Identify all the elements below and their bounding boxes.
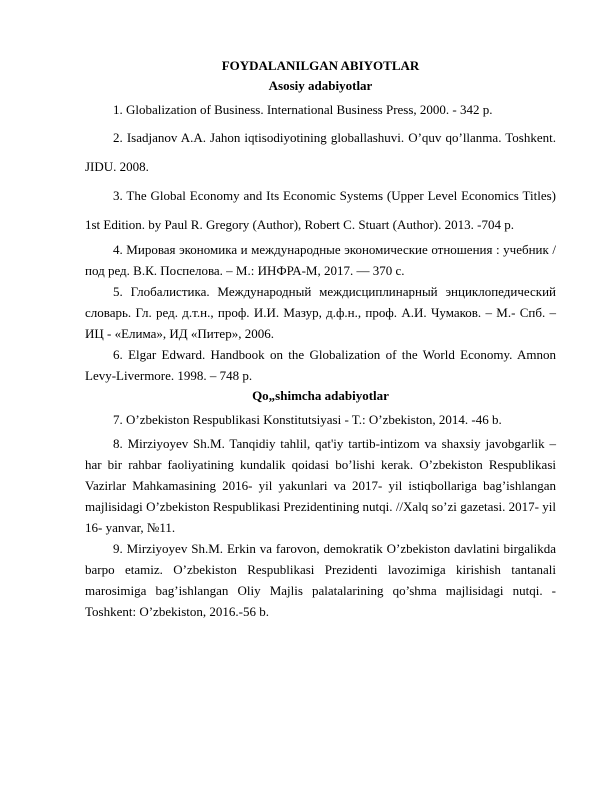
reference-item: 7. O’zbekiston Respublikasi Konstitutsiyasi - T.: O’zbekiston, 2014. -46 b. <box>113 412 502 427</box>
reference-item: 8. Mirziyoyev Sh.M. Tanqidiy tahlil, qat'iy tartib-intizom va shaxsiy javobgarlik – har bir rahbar faoliyatining kundalik qoidasi bo’lishi kerak. O’zbekiston Respublikasi Vazirlar Mahkamasining 2016- yil yakunlari va 2017- yil istiqbollariga bag’ishlangan majlisidagi O’zbekiston Respublikasi Prezidentining nutqi. //Xalq so’zi gazetasi. 2017- yil 16- yanvar, №11. <box>85 436 556 535</box>
document-page <box>85 56 556 622</box>
reference-item: 4. Мировая экономика и международные экономические отношения : учебник / под ред. В.К. Поспелова. – М.: ИНФРА-М, 2017. — 370 с. <box>85 242 556 278</box>
document-title: FOYDALANILGAN ABIYOTLAR <box>221 58 420 73</box>
section-heading-additional: Qo„shimcha adabiyotlar <box>252 388 389 403</box>
reference-item: 6. Elgar Edward. Handbook on the Globalization of the World Economy. Amnon Levy-Livermore. 1998. – 748 p. <box>85 347 556 383</box>
reference-item: 5. Глобалистика. Международный междисциплинарный энциклопедический словарь. Гл. ред. д.т.н., проф. И.И. Мазур, д.ф.н., проф. А.И. Чумаков. – М.- Спб. – ИЦ - «Елима», ИД «Питер», 2006. <box>85 284 556 341</box>
reference-item: 1. Globalization of Business. International Business Press, 2000. - 342 p. <box>113 102 493 117</box>
reference-item: 9. Mirziyoyev Sh.M. Erkin va farovon, demokratik O’zbekiston davlatini birgalikda barpo etamiz. O’zbekiston Respublikasi Prezidenti lavozimiga kirishish tantanali marosimiga bag’ishlangan Oliy Majlis palatalarining qo’shma majlisidagi nutqi. - Toshkent: O’zbekiston, 2016.-56 b. <box>85 541 556 619</box>
reference-item: 3. The Global Economy and Its Economic Systems (Upper Level Economics Titles) 1st Edition. by Paul R. Gregory (Author), Robert C. Stuart (Author). 2013. -704 p. <box>85 188 556 232</box>
reference-item: 2. Isadjanov A.A. Jahon iqtisodiyotining globallashuvi. O’quv qo’llanma. Toshkent. JIDU. 2008. <box>85 130 556 174</box>
section-heading-main: Asosiy adabiyotlar <box>268 78 373 93</box>
